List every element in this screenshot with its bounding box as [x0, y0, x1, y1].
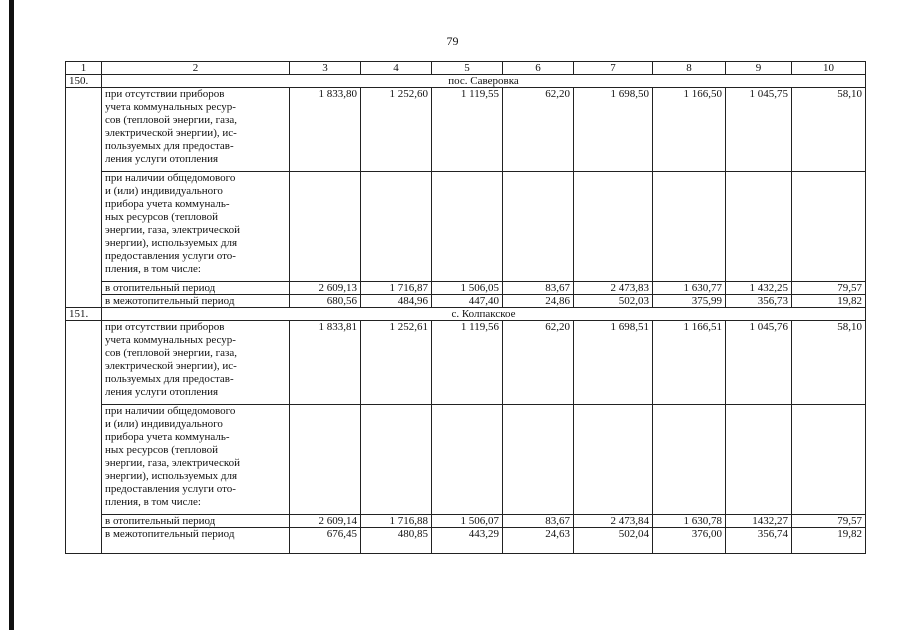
value-cell: 1 252,60: [361, 88, 432, 172]
section-row: [66, 308, 866, 321]
value-cell-empty: [574, 405, 653, 515]
value-cell-empty: [361, 172, 432, 282]
value-cell: 1 716,88: [361, 515, 432, 528]
value-cell: 356,73: [726, 295, 792, 308]
section-row: [66, 75, 866, 88]
value-cell: 62,20: [503, 88, 574, 172]
value-cell: 1 630,77: [653, 282, 726, 295]
value-cell: 1 166,50: [653, 88, 726, 172]
index-cell-empty: [66, 321, 102, 554]
column-header: 2: [102, 62, 290, 75]
heating-period-row: [66, 282, 866, 295]
column-header: 6: [503, 62, 574, 75]
column-header: 10: [792, 62, 866, 75]
heating-period-row: [66, 515, 866, 528]
value-cell-empty: [361, 405, 432, 515]
value-cell-empty: [432, 405, 503, 515]
value-cell: 1 698,50: [574, 88, 653, 172]
row-label: при отсутствии приборов учета коммунальных ресур- сов (тепловой энергии, газа, электрической энергии), ис- пользуемых для предостав- ления услуги отопления: [102, 88, 290, 172]
value-cell-empty: [290, 172, 361, 282]
value-cell: 1 432,25: [726, 282, 792, 295]
value-cell: 502,04: [574, 528, 653, 554]
row-label: в отопительный период: [102, 515, 290, 528]
section-index: 150.: [66, 75, 102, 88]
value-cell: 2 609,13: [290, 282, 361, 295]
header-row: [66, 62, 866, 75]
value-cell-empty: [653, 172, 726, 282]
value-cell: 1 833,81: [290, 321, 361, 405]
row-with-meter: [66, 172, 866, 282]
value-cell: 356,74: [726, 528, 792, 554]
value-cell: 447,40: [432, 295, 503, 308]
value-cell: 1 506,05: [432, 282, 503, 295]
value-cell: 680,56: [290, 295, 361, 308]
value-cell: 2 473,84: [574, 515, 653, 528]
value-cell-empty: [290, 405, 361, 515]
column-header: 3: [290, 62, 361, 75]
page-number: 79: [446, 34, 459, 48]
row-label: в межотопительный период: [102, 295, 290, 308]
interheating-period-row: [66, 295, 866, 308]
value-cell-empty: [503, 405, 574, 515]
value-cell: 79,57: [792, 282, 866, 295]
value-cell: 1 045,75: [726, 88, 792, 172]
value-cell: 83,67: [503, 515, 574, 528]
value-cell: 2 473,83: [574, 282, 653, 295]
value-cell-empty: [792, 172, 866, 282]
value-cell: 19,82: [792, 295, 866, 308]
value-cell: 58,10: [792, 88, 866, 172]
column-header: 1: [66, 62, 102, 75]
value-cell: 676,45: [290, 528, 361, 554]
value-cell: 1 716,87: [361, 282, 432, 295]
column-header: 5: [432, 62, 503, 75]
section-index: 151.: [66, 308, 102, 321]
value-cell: 58,10: [792, 321, 866, 405]
value-cell-empty: [432, 172, 503, 282]
value-cell: 1 166,51: [653, 321, 726, 405]
column-header: 7: [574, 62, 653, 75]
value-cell: 375,99: [653, 295, 726, 308]
value-cell: 1432,27: [726, 515, 792, 528]
value-cell-empty: [792, 405, 866, 515]
value-cell: 480,85: [361, 528, 432, 554]
row-label: при наличии общедомового и (или) индивидуального прибора учета коммуналь- ных ресурсов (тепловой энергии, газа, электрической энергии), используемых для предоставления услуги ото- пления, в том числе:: [102, 405, 290, 515]
value-cell: 1 119,56: [432, 321, 503, 405]
value-cell: 2 609,14: [290, 515, 361, 528]
value-cell-empty: [726, 405, 792, 515]
binder-edge: [9, 0, 14, 630]
value-cell: 1 833,80: [290, 88, 361, 172]
value-cell: 1 506,07: [432, 515, 503, 528]
value-cell: 1 698,51: [574, 321, 653, 405]
value-cell: 62,20: [503, 321, 574, 405]
column-header: 8: [653, 62, 726, 75]
row-without-meter: [66, 321, 866, 405]
value-cell: 24,86: [503, 295, 574, 308]
value-cell-empty: [726, 172, 792, 282]
index-cell-empty: [66, 88, 102, 308]
value-cell: 83,67: [503, 282, 574, 295]
value-cell: 502,03: [574, 295, 653, 308]
value-cell-empty: [574, 172, 653, 282]
value-cell: 1 630,78: [653, 515, 726, 528]
value-cell: 484,96: [361, 295, 432, 308]
row-label: в отопительный период: [102, 282, 290, 295]
row-label: при наличии общедомового и (или) индивидуального прибора учета коммуналь- ных ресурсов (тепловой энергии, газа, электрической энергии), используемых для предоставления услуги ото- пления, в том числе:: [102, 172, 290, 282]
value-cell: 1 045,76: [726, 321, 792, 405]
section-title: с. Колпакское: [102, 308, 866, 321]
interheating-period-row: [66, 528, 866, 554]
value-cell: 1 119,55: [432, 88, 503, 172]
section-title: пос. Саверовка: [102, 75, 866, 88]
tariff-table: [65, 61, 866, 554]
value-cell: 19,82: [792, 528, 866, 554]
row-label: в межотопительный период: [102, 528, 290, 554]
value-cell: 376,00: [653, 528, 726, 554]
value-cell-empty: [653, 405, 726, 515]
row-label: при отсутствии приборов учета коммунальных ресур- сов (тепловой энергии, газа, электрической энергии), ис- пользуемых для предостав- ления услуги отопления: [102, 321, 290, 405]
column-header: 4: [361, 62, 432, 75]
value-cell: 79,57: [792, 515, 866, 528]
value-cell: 24,63: [503, 528, 574, 554]
value-cell-empty: [503, 172, 574, 282]
row-without-meter: [66, 88, 866, 172]
row-with-meter: [66, 405, 866, 515]
value-cell: 443,29: [432, 528, 503, 554]
value-cell: 1 252,61: [361, 321, 432, 405]
column-header: 9: [726, 62, 792, 75]
table-body: [66, 62, 866, 554]
